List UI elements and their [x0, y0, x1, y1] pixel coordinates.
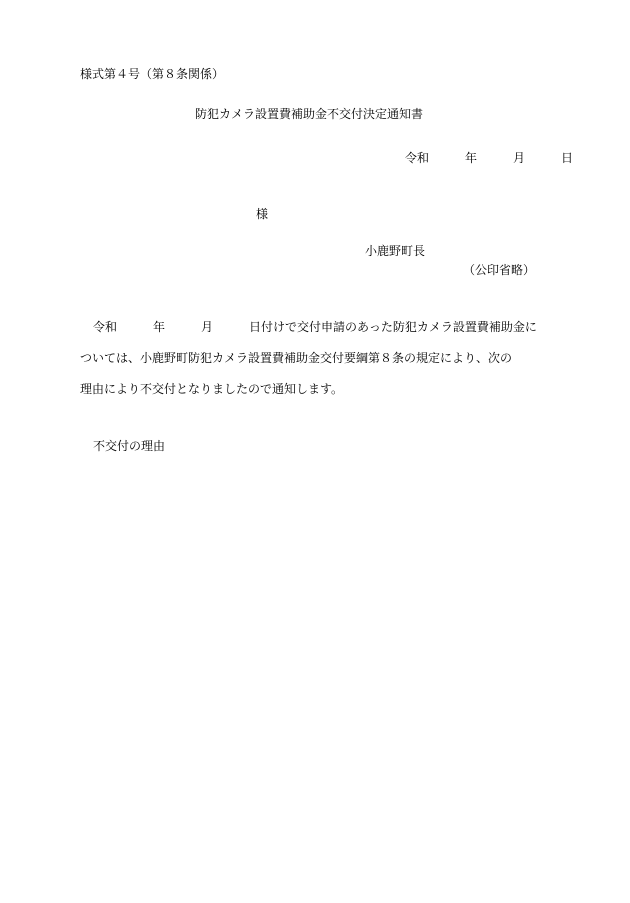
issuer-name: 小鹿野町長 [365, 244, 426, 258]
seal-note: （公印省略） [463, 263, 536, 277]
body-paragraph-line-1: 令和 年 月 日付けで交付申請のあった防犯カメラ設置費補助金に [93, 320, 537, 334]
body-paragraph-line-3: 理由により不交付となりましたので通知します。 [80, 382, 344, 396]
document-title: 防犯カメラ設置費補助金不交付決定通知書 [195, 107, 424, 121]
addressee-line: 様 [256, 207, 269, 221]
reason-heading: 不交付の理由 [93, 439, 166, 453]
body-paragraph-line-2: ついては、小鹿野町防犯カメラ設置費補助金交付要綱第８条の規定により、次の [80, 351, 513, 365]
date-line: 令和 年 月 日 [405, 151, 574, 165]
form-number: 様式第４号（第８条関係） [80, 67, 225, 81]
